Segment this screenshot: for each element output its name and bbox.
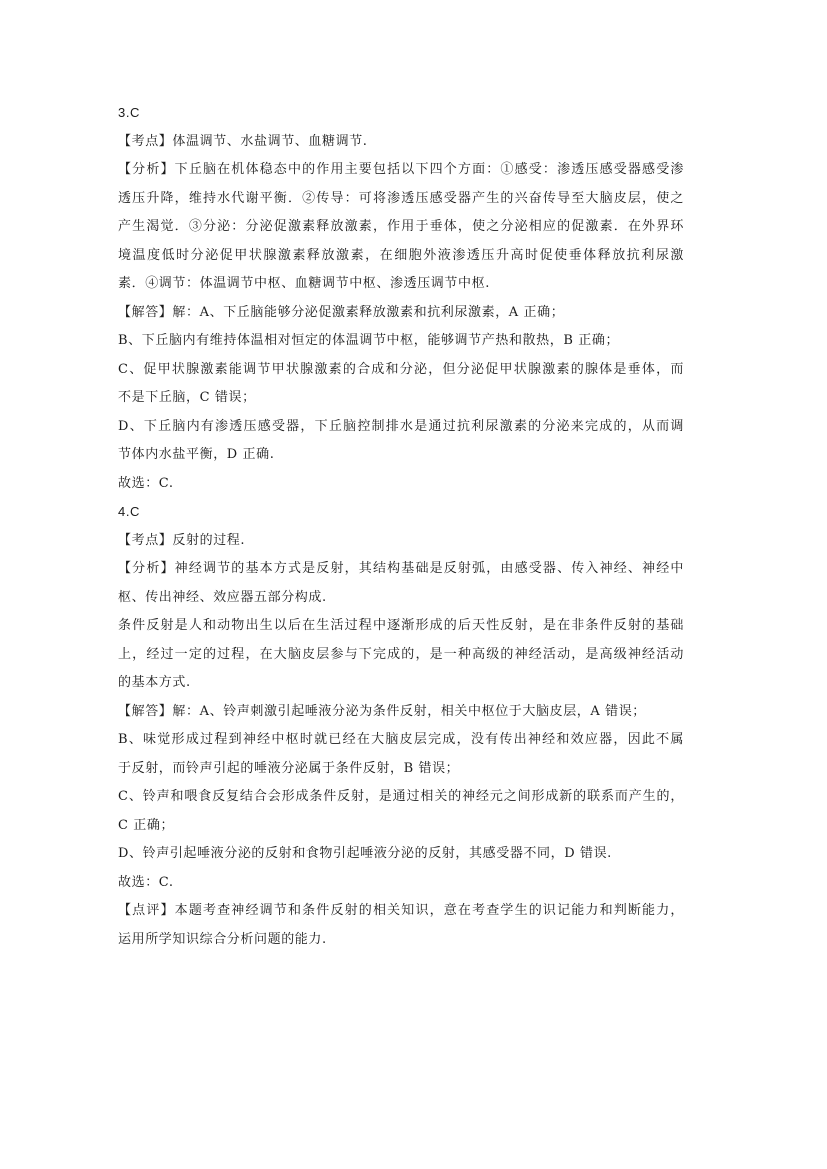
q3-number: 3.C bbox=[118, 105, 141, 120]
q3-fenxi-line-4: 境温度低时分泌促甲状腺激素释放激素，在细胞外液渗透压升高时促使垂体释放抗利尿激 bbox=[118, 247, 684, 263]
q4-fenxi-line-2: 枢、传出神经、效应器五部分构成. bbox=[118, 589, 327, 605]
document-content bbox=[118, 104, 684, 959]
q4-jieda-line-4: C、铃声和喂食反复结合会形成条件反射，是通过相关的神经元之间形成新的联系而产生的， bbox=[118, 789, 684, 804]
q4-jieda-line-6: D、铃声引起唾液分泌的反射和食物引起唾液分泌的反射，其感受器不同，D 错误. bbox=[118, 846, 612, 861]
q4-fenxi-line-4: 上，经过一定的过程，在大脑皮层参与下完成的，是一种高级的神经活动，是高级神经活动 bbox=[118, 646, 684, 662]
q3-jieda-line-4: 不是下丘脑，C 错误； bbox=[118, 390, 256, 405]
q3-fenxi-line-1: 【分析】下丘脑在机体稳态中的作用主要包括以下四个方面：①感受：渗透压感受器感受渗 bbox=[118, 162, 684, 177]
q4-jieda-line-2: B、味觉形成过程到神经中枢时就已经在大脑皮层完成，没有传出神经和效应器，因此不属 bbox=[118, 732, 684, 747]
q4-jieda-line-5: C 正确； bbox=[118, 817, 175, 833]
q3-jieda-line-1: 【解答】解：A、下丘脑能够分泌促激素释放激素和抗利尿激素，A 正确； bbox=[118, 304, 565, 320]
q4-answer: 故选：C. bbox=[118, 874, 174, 890]
q3-fenxi-line-5: 素．④调节：体温调节中枢、血糖调节中枢、渗透压调节中枢. bbox=[118, 276, 490, 291]
q4-number: 4.C bbox=[118, 504, 141, 519]
q4-fenxi-line-1: 【分析】神经调节的基本方式是反射，其结构基础是反射弧，由感受器、传入神经、神经中 bbox=[118, 561, 684, 576]
q3-answer: 故选：C. bbox=[118, 475, 174, 491]
q3-jieda-line-2: B、下丘脑内有维持体温相对恒定的体温调节中枢，能够调节产热和散热，B 正确； bbox=[118, 333, 620, 348]
q3-fenxi-line-3: 产生渴觉．③分泌：分泌促激素释放激素，作用于垂体，使之分泌相应的促激素．在外界环 bbox=[118, 219, 684, 234]
q3-jieda-line-3: C、促甲状腺激素能调节甲状腺激素的合成和分泌，但分泌促甲状腺激素的腺体是垂体，而 bbox=[118, 361, 684, 377]
q3-kaodian: 【考点】体温调节、水盐调节、血糖调节. bbox=[118, 133, 368, 149]
q4-fenxi-line-5: 的基本方式. bbox=[118, 675, 191, 690]
q4-dianping-line-2: 运用所学知识综合分析问题的能力. bbox=[118, 931, 327, 947]
q4-fenxi-line-3: 条件反射是人和动物出生以后在生活过程中逐渐形成的后天性反射，是在非条件反射的基础 bbox=[118, 618, 684, 633]
q4-kaodian: 【考点】反射的过程. bbox=[118, 532, 246, 548]
q4-jieda-line-3: 于反射，而铃声引起的唾液分泌属于条件反射，B 错误； bbox=[118, 760, 460, 776]
q3-fenxi-line-2: 透压升降，维持水代谢平衡．②传导：可将渗透压感受器产生的兴奋传导至大脑皮层，使之 bbox=[118, 190, 684, 206]
q4-dianping-line-1: 【点评】本题考查神经调节和条件反射的相关知识，意在考查学生的识记能力和判断能力， bbox=[118, 903, 684, 918]
q3-jieda-line-6: 节体内水盐平衡，D 正确. bbox=[118, 447, 275, 462]
q4-jieda-line-1: 【解答】解：A、铃声刺激引起唾液分泌为条件反射，相关中枢位于大脑皮层，A 错误； bbox=[118, 703, 646, 719]
q3-jieda-line-5: D、下丘脑内有渗透压感受器，下丘脑控制排水是通过抗利尿激素的分泌来完成的，从而调 bbox=[118, 418, 684, 434]
